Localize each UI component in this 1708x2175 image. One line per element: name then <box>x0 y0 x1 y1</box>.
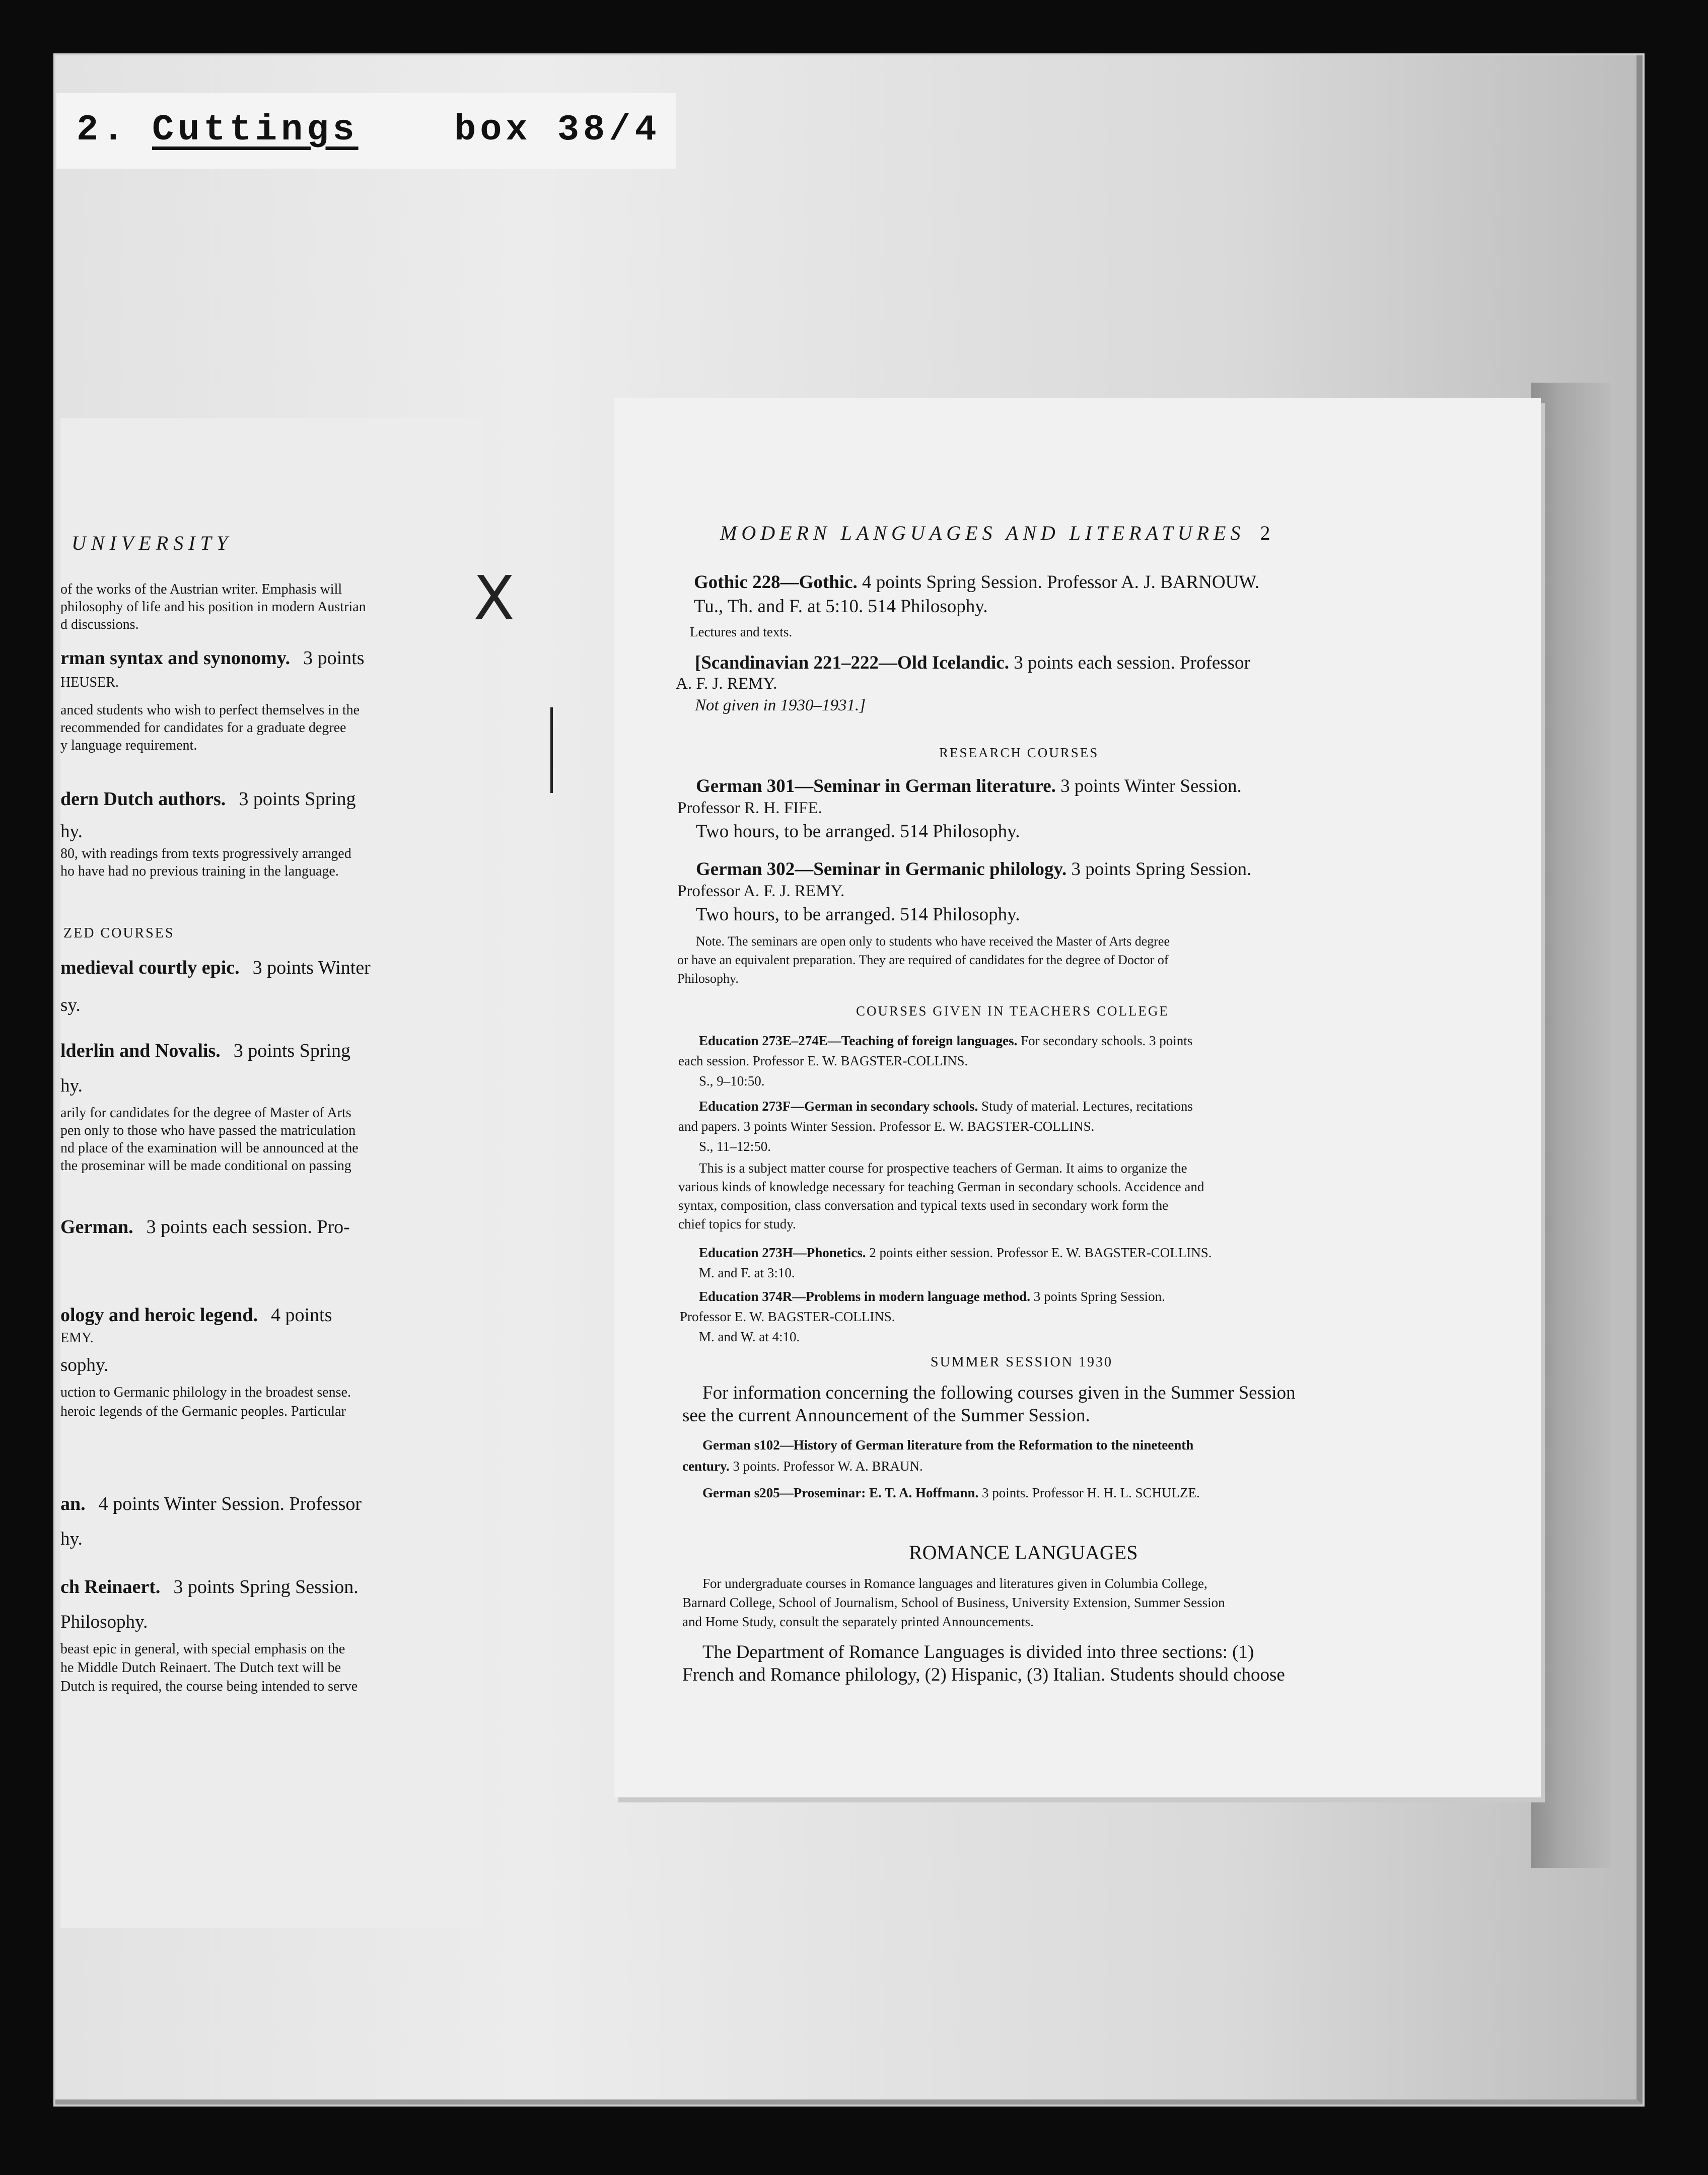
german-301-title: German 301—Seminar in German literature. <box>696 776 1056 796</box>
label-title: Cuttings <box>152 109 359 151</box>
german-s205-title: German s205—Proseminar: E. T. A. Hoffmann. <box>702 1485 979 1500</box>
education-273h-details: 2 points either session. Professor E. W. BAGSTER-COLLINS. <box>869 1245 1212 1260</box>
gothic-title: Gothic 228—Gothic. <box>694 572 858 593</box>
left-line-text: 80, with readings from texts progressively arranged <box>60 846 351 861</box>
left-line-text: recommended for candidates for a graduate degree <box>60 720 346 736</box>
left-line-text: of the works of the Austrian writer. Emphasis will <box>60 582 342 597</box>
education-273f-professor: and papers. 3 points Winter Session. Professor E. W. BAGSTER-COLLINS. <box>678 1119 1095 1134</box>
scandinavian-details: 3 points each session. Professor <box>1014 652 1250 673</box>
education-273f-title: Education 273F—German in secondary schools. <box>699 1099 978 1114</box>
left-line-text: pen only to those who have passed the matriculation <box>60 1123 356 1138</box>
seminar-note-line-2: or have an equivalent preparation. They are required of candidates for the degree of Doctor of <box>677 953 1169 967</box>
left-line-points: 3 points Spring <box>233 1040 351 1061</box>
left-line <box>60 863 339 880</box>
seminar-note-line-1: Note. The seminars are open only to students who have received the Master of Arts degree <box>696 934 1170 949</box>
german-301-professor: Professor R. H. FIFE. <box>677 799 822 817</box>
left-line-text: dern Dutch authors. <box>60 788 226 810</box>
left-line <box>60 788 356 810</box>
left-line-text: ology and heroic legend. <box>60 1304 258 1326</box>
left-line <box>60 1354 108 1376</box>
education-273f-desc-3: syntax, composition, class conversation and typical texts used in secondary work form the <box>678 1198 1169 1213</box>
left-line <box>60 599 366 615</box>
left-line-text: rman syntax and synonomy. <box>60 647 291 669</box>
left-line-text: EMY. <box>60 1330 94 1346</box>
label-number: 2. <box>77 109 128 151</box>
left-line-text: German. <box>60 1216 133 1238</box>
left-line <box>60 846 351 862</box>
left-line <box>60 1493 362 1515</box>
romance-line-4: The Department of Romance Languages is divided into three sections: (1) <box>702 1642 1254 1662</box>
left-line-text: Philosophy. <box>60 1612 148 1632</box>
left-line <box>60 1641 345 1657</box>
left-line <box>60 1216 350 1238</box>
front-page-number: 2 <box>1260 522 1275 544</box>
left-line <box>60 1040 350 1062</box>
german-302-time: Two hours, to be arranged. 514 Philosophy. <box>696 904 1020 925</box>
education-273f-desc-1: This is a subject matter course for prospective teachers of German. It aims to organize the <box>699 1161 1187 1176</box>
left-line-text: beast epic in general, with special emphasis on the <box>60 1641 345 1657</box>
left-line <box>60 1330 94 1346</box>
left-line-points: 3 points Spring Session. <box>173 1576 359 1598</box>
left-running-head: UNIVERSITY <box>72 532 233 554</box>
left-line-points: 3 points Winter <box>252 957 371 978</box>
education-374r-professor: Professor E. W. BAGSTER-COLLINS. <box>680 1309 895 1324</box>
left-line <box>60 1404 346 1420</box>
education-273f-time: S., 11–12:50. <box>699 1139 771 1154</box>
romance-line-2: Barnard College, School of Journalism, School of Business, University Extension, Summer Session <box>682 1595 1225 1610</box>
left-line-text: Dutch is required, the course being intended to serve <box>60 1679 358 1694</box>
left-line <box>60 702 360 718</box>
front-running-head: MODERN LANGUAGES AND LITERATURES <box>720 522 1245 544</box>
left-line <box>60 1576 359 1598</box>
education-273f-desc-2: various kinds of knowledge necessary for teaching German in secondary schools. Accidence and <box>678 1179 1204 1194</box>
left-page <box>60 418 483 1928</box>
left-line <box>60 1304 332 1326</box>
left-line-text: ch Reinaert. <box>60 1576 161 1598</box>
left-line-points: 3 points <box>303 647 365 669</box>
left-line-text: lderlin and Novalis. <box>60 1040 221 1061</box>
left-line-text: heroic legends of the Germanic peoples. Particular <box>60 1404 346 1419</box>
gothic-time: Tu., Th. and F. at 5:10. 514 Philosophy. <box>694 596 988 617</box>
left-line-text: nd place of the examination will be announced at the <box>60 1140 359 1156</box>
scandinavian-professor: A. F. J. REMY. <box>676 675 777 693</box>
romance-languages-heading: ROMANCE LANGUAGES <box>909 1541 1138 1564</box>
left-line-text: hy. <box>60 1075 83 1096</box>
seminar-note-line-3: Philosophy. <box>677 971 739 986</box>
left-line <box>60 738 197 754</box>
page-shadow <box>1531 383 1611 1868</box>
research-courses-heading: RESEARCH COURSES <box>939 745 1099 760</box>
left-line <box>60 1158 351 1174</box>
summer-session-heading: SUMMER SESSION 1930 <box>931 1354 1113 1370</box>
education-273e-title: Education 273E–274E—Teaching of foreign languages. <box>699 1033 1018 1048</box>
gothic-note: Lectures and texts. <box>690 624 793 639</box>
romance-line-3: and Home Study, consult the separately printed Announcements. <box>682 1614 1034 1629</box>
education-273e-time: S., 9–10:50. <box>699 1073 765 1089</box>
german-s102-title: German s102—History of German literature from the Reformation to the nineteenth <box>702 1437 1194 1453</box>
romance-line-5: French and Romance philology, (2) Hispanic, (3) Italian. Students should choose <box>682 1664 1285 1685</box>
left-section-heading: ZED COURSES <box>63 925 175 941</box>
left-line-text: the proseminar will be made conditional on passing <box>60 1158 351 1174</box>
pencil-x-mark: X <box>473 564 515 634</box>
left-line <box>60 957 371 979</box>
left-line <box>60 1660 341 1676</box>
left-line-points: 3 points Spring <box>239 788 356 810</box>
german-301-details: 3 points Winter Session. <box>1060 776 1242 796</box>
left-line <box>60 1075 83 1097</box>
pencil-tick-mark <box>550 707 553 793</box>
left-line <box>60 821 83 842</box>
left-line-text: y language requirement. <box>60 738 197 753</box>
left-line-text: an. <box>60 1493 86 1514</box>
german-301-time: Two hours, to be arranged. 514 Philosophy. <box>696 821 1020 842</box>
teachers-college-heading: COURSES GIVEN IN TEACHERS COLLEGE <box>856 1003 1170 1019</box>
left-line-text: d discussions. <box>60 617 139 632</box>
german-s205-details: 3 points. Professor H. H. L. SCHULZE. <box>982 1485 1200 1500</box>
left-line <box>60 617 139 633</box>
left-line-text: HEUSER. <box>60 675 119 690</box>
left-line-text: hy. <box>60 1529 83 1549</box>
romance-line-1: For undergraduate courses in Romance languages and literatures given in Columbia College, <box>702 1576 1207 1591</box>
education-374r-title: Education 374R—Problems in modern language method. <box>699 1289 1031 1304</box>
education-273h-title: Education 273H—Phonetics. <box>699 1245 866 1260</box>
left-line <box>60 1140 359 1156</box>
left-line-text: sophy. <box>60 1355 109 1375</box>
left-line <box>60 675 119 691</box>
education-273f-desc-4: chief topics for study. <box>678 1216 796 1231</box>
german-302-details: 3 points Spring Session. <box>1071 859 1252 880</box>
left-line <box>60 582 342 598</box>
left-line-text: hy. <box>60 821 83 842</box>
left-line <box>60 647 365 669</box>
summer-intro-line-1: For information concerning the following courses given in the Summer Session <box>702 1383 1296 1403</box>
gothic-details: 4 points Spring Session. Professor A. J. BARNOUW. <box>862 572 1260 593</box>
left-line <box>60 1105 351 1121</box>
scandinavian-title: [Scandinavian 221–222—Old Icelandic. <box>695 652 1009 673</box>
german-s102-title-2: century. <box>682 1459 730 1474</box>
left-line-text: anced students who wish to perfect themselves in the <box>60 702 360 718</box>
education-273h-time: M. and F. at 3:10. <box>699 1265 795 1280</box>
education-273e-details: For secondary schools. 3 points <box>1021 1033 1193 1048</box>
left-line-text: he Middle Dutch Reinaert. The Dutch text will be <box>60 1660 341 1676</box>
left-line <box>60 1679 358 1695</box>
education-273e-professor: each session. Professor E. W. BAGSTER-COLLINS. <box>678 1053 968 1068</box>
german-302-professor: Professor A. F. J. REMY. <box>677 882 845 900</box>
front-page <box>614 398 1541 1797</box>
label-box-number: box 38/4 <box>454 109 661 151</box>
front-page-text <box>614 398 1541 1797</box>
german-s102-details: 3 points. Professor W. A. BRAUN. <box>733 1459 923 1474</box>
education-273f-details: Study of material. Lectures, recitations <box>981 1099 1193 1114</box>
archive-label <box>56 93 676 169</box>
left-line-points: 3 points each session. Pro- <box>146 1216 350 1238</box>
left-line-text: arily for candidates for the degree of Master of Arts <box>60 1105 351 1121</box>
summer-intro-line-2: see the current Announcement of the Summer Session. <box>682 1405 1090 1426</box>
left-line <box>60 1123 355 1139</box>
left-line-points: 4 points Winter Session. Professor <box>98 1493 362 1514</box>
left-line-text: medieval courtly epic. <box>60 957 240 978</box>
scandinavian-not-given: Not given in 1930–1931.] <box>695 696 866 714</box>
left-line <box>60 994 81 1016</box>
education-374r-time: M. and W. at 4:10. <box>699 1329 800 1344</box>
left-line-text: uction to Germanic philology in the broadest sense. <box>60 1385 351 1400</box>
education-374r-details: 3 points Spring Session. <box>1033 1289 1165 1304</box>
left-line <box>60 720 346 736</box>
left-line <box>60 1385 351 1401</box>
left-line-points: 4 points <box>271 1304 332 1326</box>
left-line-text: sy. <box>60 995 81 1016</box>
german-302-title: German 302—Seminar in Germanic philology. <box>696 859 1067 880</box>
left-line <box>60 1611 148 1633</box>
left-line <box>60 1528 83 1550</box>
left-line-text: ho have had no previous training in the language. <box>60 863 339 879</box>
left-line-text: philosophy of life and his position in modern Austrian <box>60 599 366 615</box>
